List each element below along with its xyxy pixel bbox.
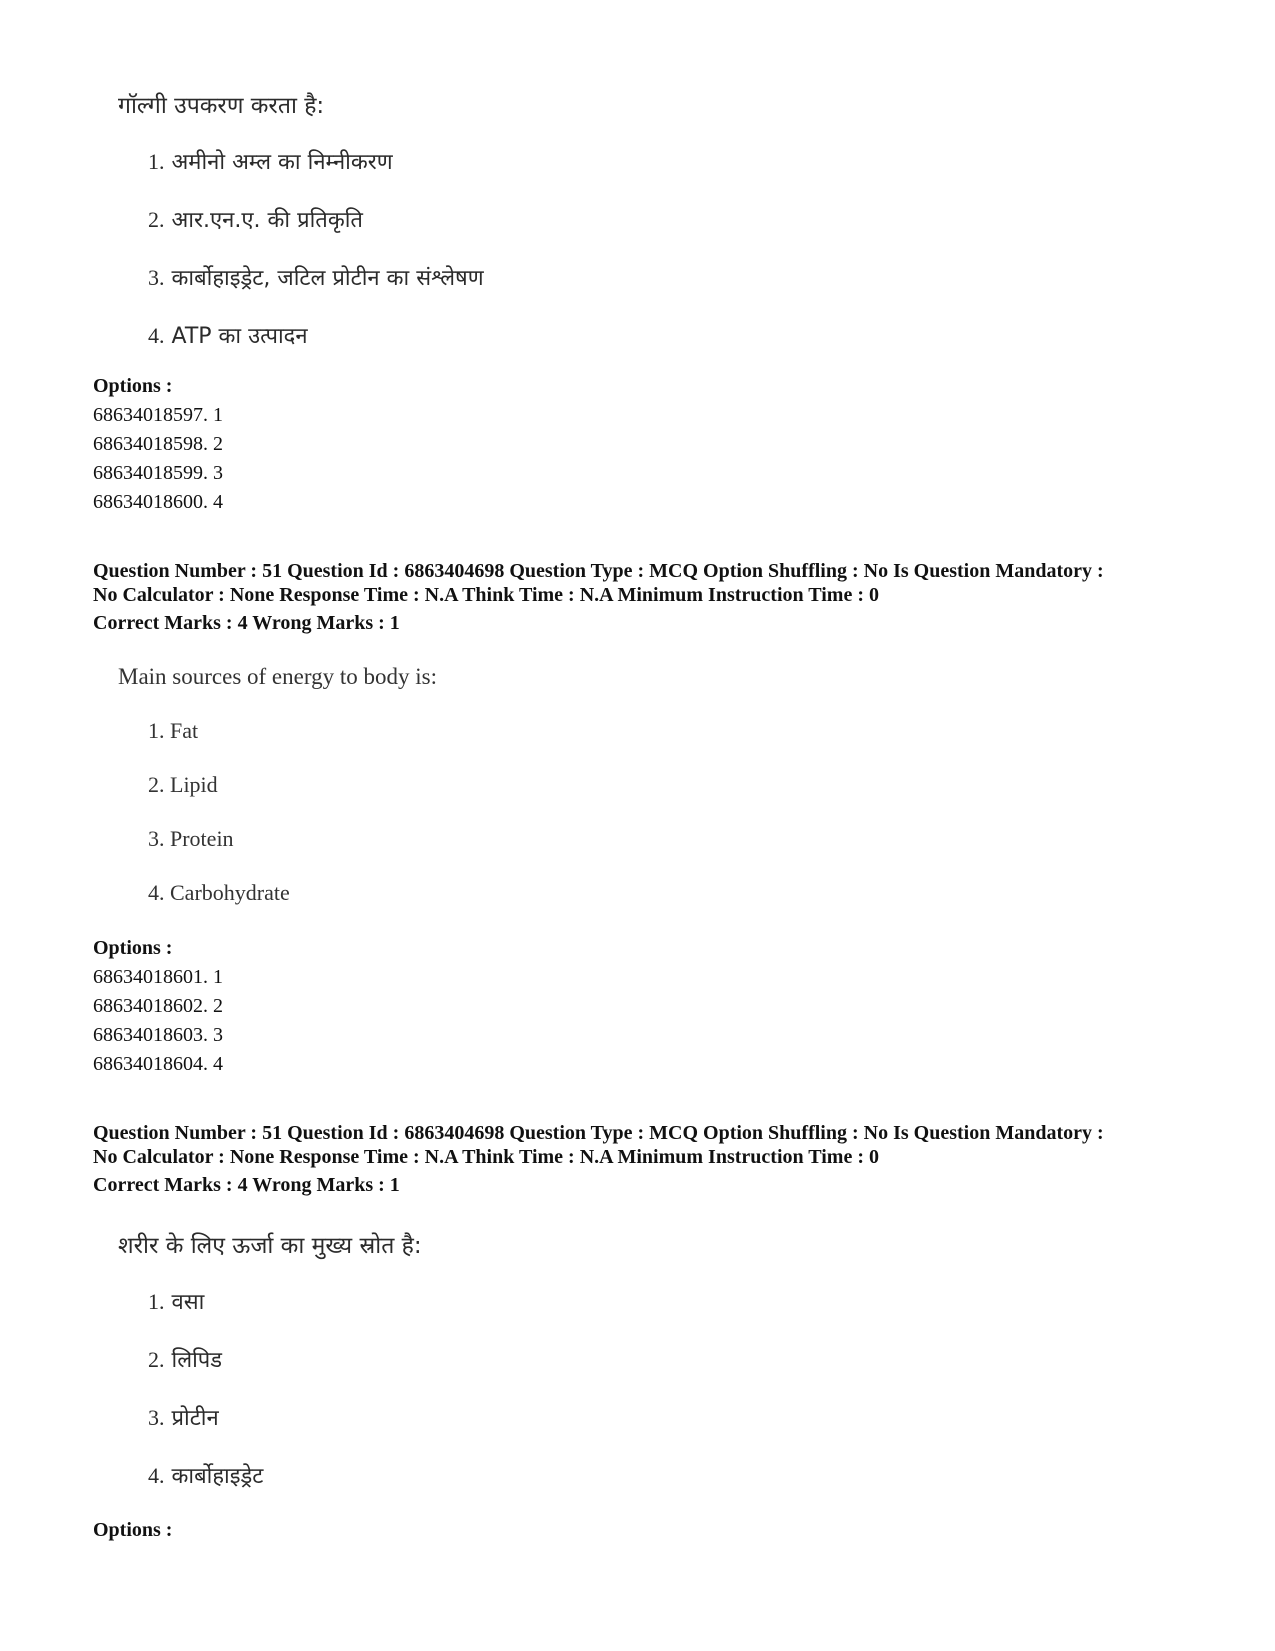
statement-item: [148, 146, 393, 176]
question-meta-line: Question Number : 51 Question Id : 6863404698 Question Type : MCQ Option Shuffling : No Is Question Mandatory :: [93, 560, 1104, 582]
statement-text: ATP का उत्पादन: [171, 324, 308, 349]
options-heading: Options :: [93, 937, 173, 959]
question-stem-hindi-energy: शरीर के लिए ऊर्जा का मुख्य स्रोत है:: [118, 1233, 422, 1259]
question-marks: Correct Marks : 4 Wrong Marks : 1: [93, 1174, 400, 1196]
question-stem-english: Main sources of energy to body is:: [118, 664, 437, 689]
statement-text: Protein: [170, 826, 234, 851]
statement-item: [148, 826, 234, 852]
statement-item: [148, 1402, 219, 1432]
statement-number: 1.: [148, 718, 165, 743]
statement-number: 4.: [148, 1463, 165, 1488]
statement-number: 1.: [148, 1289, 165, 1314]
option-row: 68634018600. 4: [93, 491, 223, 513]
statement-item: [148, 880, 290, 906]
statement-item: [148, 1286, 204, 1316]
option-row: 68634018597. 1: [93, 404, 223, 426]
statement-item: [148, 1344, 222, 1374]
statement-item: [148, 262, 484, 292]
statement-text: वसा: [171, 1290, 205, 1315]
option-row: 68634018604. 4: [93, 1053, 223, 1075]
statement-number: 1.: [148, 149, 165, 174]
statement-number: 3.: [148, 265, 165, 290]
statement-text: प्रोटीन: [171, 1406, 219, 1431]
question-meta-line: Question Number : 51 Question Id : 6863404698 Question Type : MCQ Option Shuffling : No Is Question Mandatory :: [93, 1122, 1104, 1144]
statement-number: 4.: [148, 323, 165, 348]
statement-text: कार्बोहाइड्रेट: [171, 1464, 264, 1489]
question-meta-line: No Calculator : None Response Time : N.A Think Time : N.A Minimum Instruction Time : 0: [93, 1146, 879, 1168]
statement-item: [148, 1460, 263, 1490]
options-heading: Options :: [93, 1519, 173, 1541]
question-marks: Correct Marks : 4 Wrong Marks : 1: [93, 612, 400, 634]
statement-number: 2.: [148, 772, 165, 797]
option-row: 68634018598. 2: [93, 433, 223, 455]
statement-text: Lipid: [170, 772, 218, 797]
statement-number: 3.: [148, 826, 165, 851]
statement-number: 2.: [148, 207, 165, 232]
statement-number: 3.: [148, 1405, 165, 1430]
statement-item: [148, 204, 363, 234]
option-row: 68634018599. 3: [93, 462, 223, 484]
question-stem-hindi-golgi: गॉल्गी उपकरण करता है:: [118, 93, 325, 119]
statement-item: [148, 718, 198, 744]
options-heading: Options :: [93, 375, 173, 397]
option-row: 68634018601. 1: [93, 966, 223, 988]
statement-item: [148, 320, 308, 350]
option-row: 68634018603. 3: [93, 1024, 223, 1046]
statement-item: [148, 772, 218, 798]
statement-text: Fat: [170, 718, 199, 743]
question-meta-line: No Calculator : None Response Time : N.A Think Time : N.A Minimum Instruction Time : 0: [93, 584, 879, 606]
statement-text: कार्बोहाइड्रेट, जटिल प्रोटीन का संश्लेषण: [171, 266, 484, 291]
statement-number: 4.: [148, 880, 165, 905]
statement-text: आर.एन.ए. की प्रतिकृति: [171, 208, 363, 233]
option-row: 68634018602. 2: [93, 995, 223, 1017]
statement-text: Carbohydrate: [170, 880, 290, 905]
statement-number: 2.: [148, 1347, 165, 1372]
statement-text: लिपिड: [171, 1348, 223, 1373]
statement-text: अमीनो अम्ल का निम्नीकरण: [171, 150, 393, 175]
